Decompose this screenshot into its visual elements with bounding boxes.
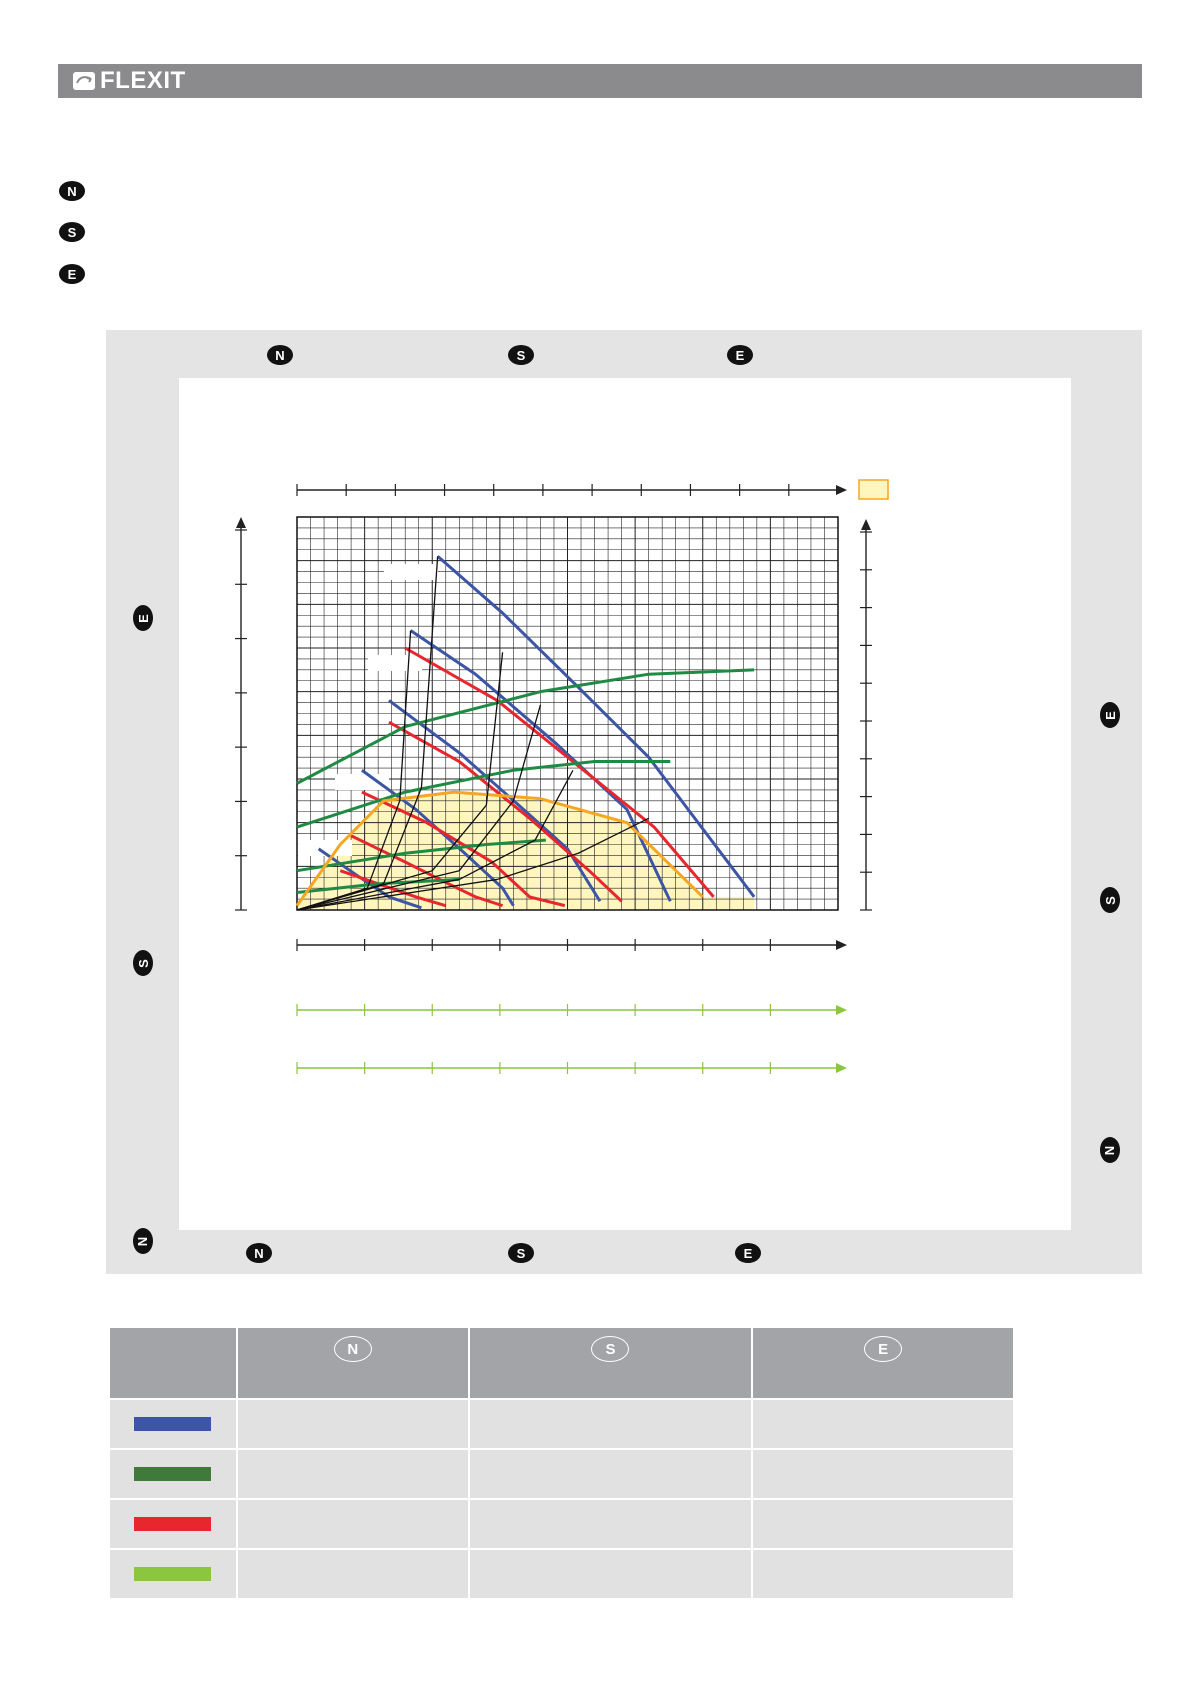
left-y-axis-arrow [236, 517, 246, 528]
legend-row-green [109, 1449, 1014, 1499]
legend-cell [237, 1499, 469, 1549]
left-badge-e: E [133, 605, 153, 631]
legend-cell [237, 1399, 469, 1449]
green-series-line [297, 670, 754, 784]
badge-n: N [59, 181, 85, 201]
legend-header-n [237, 1327, 469, 1399]
bottom-badge-s: S [508, 1243, 534, 1263]
area-legend-swatch [859, 480, 888, 499]
top-x-axis-arrow [836, 485, 847, 495]
legend-header-e [752, 1327, 1014, 1399]
legend-swatch-blue [134, 1417, 211, 1431]
legend-header-s-icon: S [591, 1336, 629, 1362]
legend-cell [752, 1399, 1014, 1449]
legend-cell [752, 1549, 1014, 1599]
legend-cell [752, 1449, 1014, 1499]
curve-label-box [384, 564, 438, 580]
green-x-axis-2-arrow [836, 1063, 847, 1073]
legend-row-blue [109, 1399, 1014, 1449]
legend-cell [469, 1549, 753, 1599]
legend-swatch-green [134, 1467, 211, 1481]
bottom-badge-e: E [735, 1243, 761, 1263]
legend-cell [469, 1449, 753, 1499]
right-badge-e: E [1100, 702, 1120, 728]
legend-header-s [469, 1327, 753, 1399]
curve-label-box [368, 655, 422, 671]
top-badge-n: N [267, 345, 293, 365]
badge-s: S [59, 222, 85, 242]
legend-cell [469, 1399, 753, 1449]
legend-swatch-red [134, 1517, 211, 1531]
chart-axes [235, 480, 888, 1074]
legend-cell [237, 1549, 469, 1599]
right-badge-n: N [1100, 1137, 1120, 1163]
legend-row-red [109, 1499, 1014, 1549]
legend-cell [469, 1499, 753, 1549]
legend-key-red [109, 1499, 237, 1549]
green-x-axis-1-arrow [836, 1005, 847, 1015]
left-badge-s: S [133, 950, 153, 976]
right-y-axis-arrow [861, 519, 871, 530]
legend-swatch-lightgreen [134, 1567, 211, 1581]
legend-header-e-icon: E [864, 1336, 902, 1362]
legend-cell [237, 1449, 469, 1499]
right-badge-s: S [1100, 887, 1120, 913]
bottom-x-axis-arrow [836, 940, 847, 950]
logo-text: FLEXIT [100, 67, 186, 94]
legend-header-key [109, 1327, 237, 1399]
legend-key-blue [109, 1399, 237, 1449]
badge-e: E [59, 264, 85, 284]
legend-table [108, 1326, 1015, 1600]
legend-row-lightgreen [109, 1549, 1014, 1599]
left-badge-n: N [133, 1228, 153, 1254]
top-badge-s: S [508, 345, 534, 365]
legend-key-lightgreen [109, 1549, 237, 1599]
legend-header-row [109, 1327, 1014, 1399]
top-badge-e: E [727, 345, 753, 365]
curve-label-box [335, 774, 389, 790]
legend-header-n-icon: N [334, 1336, 372, 1362]
legend-key-green [109, 1449, 237, 1499]
bottom-badge-n: N [246, 1243, 272, 1263]
legend-cell [752, 1499, 1014, 1549]
